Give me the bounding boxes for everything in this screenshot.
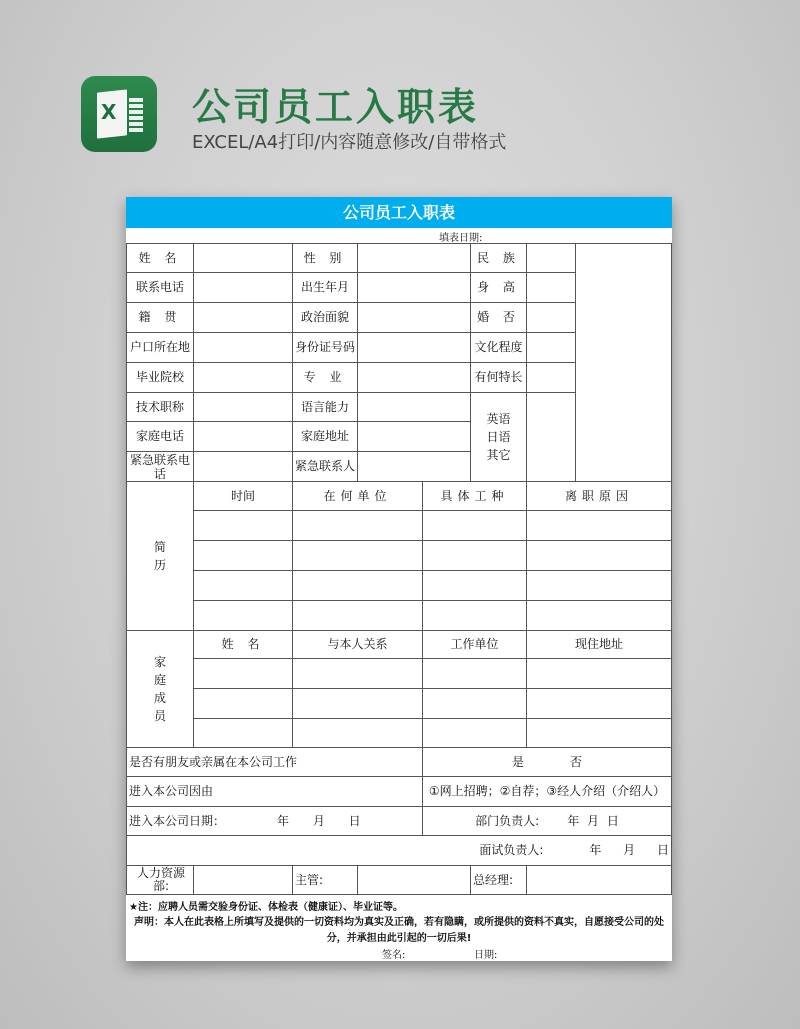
signature-label: 签名: [382,950,406,961]
input-height[interactable] [526,272,576,303]
label-height: 身 高 [470,272,527,303]
resume-cell[interactable] [193,600,293,631]
date-label: 日期: [474,950,498,961]
label-specialty: 有何特长 [470,362,527,393]
resume-col-job: 具体工种 [422,481,527,511]
label-language: 语言能力 [292,392,358,422]
dept-head-date[interactable]: 年 月 日 [567,813,619,828]
relatives-answer [422,747,672,777]
input-major[interactable] [357,362,471,393]
resume-cell[interactable] [526,570,672,601]
input-political[interactable] [357,302,471,333]
resume-cell[interactable] [193,540,293,571]
entry-date-row [126,806,423,836]
family-cell[interactable] [422,688,527,719]
family-cell[interactable] [292,718,423,748]
dept-head-row [422,806,672,836]
label-ethnicity: 民 族 [470,243,527,273]
resume-cell[interactable] [292,540,423,571]
hr-label: 人力资源部: [126,865,194,895]
resume-col-leave-reason: 离职原因 [526,481,672,511]
label-native-place: 籍 贯 [126,302,194,333]
excel-icon [81,76,157,152]
resume-section-label: 简历 [126,481,194,631]
input-marital[interactable] [526,302,576,333]
input-gender[interactable] [357,243,471,273]
input-home-phone[interactable] [193,421,293,452]
input-title-rank[interactable] [193,392,293,422]
interviewer-date[interactable]: 年 月 日 [589,843,669,857]
family-cell[interactable] [292,658,423,689]
relatives-yes-option[interactable]: 是 [511,754,524,769]
resume-cell[interactable] [422,600,527,631]
resume-cell[interactable] [422,570,527,601]
input-birth[interactable] [357,272,471,303]
family-cell[interactable] [526,688,672,719]
label-title-rank: 技术职称 [126,392,194,422]
input-id-number[interactable] [357,332,471,363]
label-name: 姓 名 [126,243,194,273]
resume-col-time: 时间 [193,481,293,511]
label-gender: 性 别 [292,243,358,273]
label-languages-list: 英语 日语 其它 [470,392,527,482]
family-cell[interactable] [526,658,672,689]
family-col-relation: 与本人关系 [292,630,423,659]
resume-cell[interactable] [526,540,672,571]
family-cell[interactable] [422,658,527,689]
family-col-address: 现住地址 [526,630,672,659]
label-school: 毕业院校 [126,362,194,393]
form-sheet [126,197,672,961]
resume-cell[interactable] [292,600,423,631]
declaration-text: 声明：本人在此表格上所填写及提供的一切资料均为真实及正确，若有隐瞒，或所提供的资料不真实，自愿接受公司的处分，并承担由此引起的一切后果! [134,917,664,944]
input-ethnicity[interactable] [526,243,576,273]
label-home-phone: 家庭电话 [126,421,194,452]
note-text: ★注：应聘人员需交验身份证、体检表（健康证）、毕业证等。 [129,902,403,913]
interviewer-row [126,835,672,866]
family-col-name: 姓 名 [193,630,293,659]
entry-date-label: 进入本公司日期： [129,813,226,828]
resume-cell[interactable] [526,510,672,541]
input-native-place[interactable] [193,302,293,333]
label-major: 专 业 [292,362,358,393]
input-language[interactable] [357,392,471,422]
input-hukou[interactable] [193,332,293,363]
input-specialty[interactable] [526,362,576,393]
fill-date-label: 填表日期: [439,233,483,244]
input-phone[interactable] [193,272,293,303]
dept-head-label: 部门负责人: [475,813,540,828]
reason-options[interactable]: ①网上招聘；②自荐；③经人介绍（介绍人） [422,776,672,807]
relatives-question: 是否有朋友或亲属在本公司工作 [126,747,423,777]
input-name[interactable] [193,243,293,273]
gm-signature[interactable] [526,865,672,895]
label-emergency-phone: 紧急联系电话 [126,451,194,482]
label-marital: 婚 否 [470,302,527,333]
resume-cell[interactable] [193,570,293,601]
input-school[interactable] [193,362,293,393]
hr-signature[interactable] [193,865,293,895]
photo-box[interactable] [575,243,672,482]
reason-label: 进入本公司因由 [126,776,423,807]
input-education[interactable] [526,332,576,363]
relatives-no-option[interactable]: 否 [570,754,583,769]
label-education: 文化程度 [470,332,527,363]
family-cell[interactable] [193,718,293,748]
label-political: 政治面貌 [292,302,358,333]
resume-cell[interactable] [292,570,423,601]
interviewer-label: 面试负责人: [479,843,544,857]
label-emergency-contact: 紧急联系人 [292,451,358,482]
family-cell[interactable] [422,718,527,748]
family-section-label: 家庭成员 [126,630,194,748]
excel-x-letter: X [101,100,117,124]
family-cell[interactable] [193,688,293,719]
form-title: 公司员工入职表 [126,197,672,228]
resume-col-employer: 在何单位 [292,481,423,511]
excel-grid-shape [129,98,143,132]
label-home-address: 家庭地址 [292,421,358,452]
family-col-workplace: 工作单位 [422,630,527,659]
resume-cell[interactable] [526,600,672,631]
input-home-address[interactable] [357,421,471,452]
page-subtitle: EXCEL/A4打印/内容随意修改/自带格式 [192,132,507,153]
supervisor-signature[interactable] [357,865,471,895]
resume-cell[interactable] [422,540,527,571]
page-title: 公司员工入职表 [192,85,480,129]
resume-cell[interactable] [193,510,293,541]
resume-cell[interactable] [292,510,423,541]
input-emergency-contact[interactable] [357,451,471,482]
family-cell[interactable] [292,688,423,719]
family-cell[interactable] [193,658,293,689]
label-phone: 联系电话 [126,272,194,303]
family-cell[interactable] [526,718,672,748]
supervisor-label: 主管: [292,865,358,895]
label-birth: 出生年月 [292,272,358,303]
label-id-number: 身份证号码 [292,332,358,363]
entry-date-value[interactable]: 年 月 日 [277,813,361,828]
gm-label: 总经理: [470,865,527,895]
label-hukou: 户口所在地 [126,332,194,363]
input-languages-list[interactable] [526,392,576,482]
input-emergency-phone[interactable] [193,451,293,482]
resume-cell[interactable] [422,510,527,541]
